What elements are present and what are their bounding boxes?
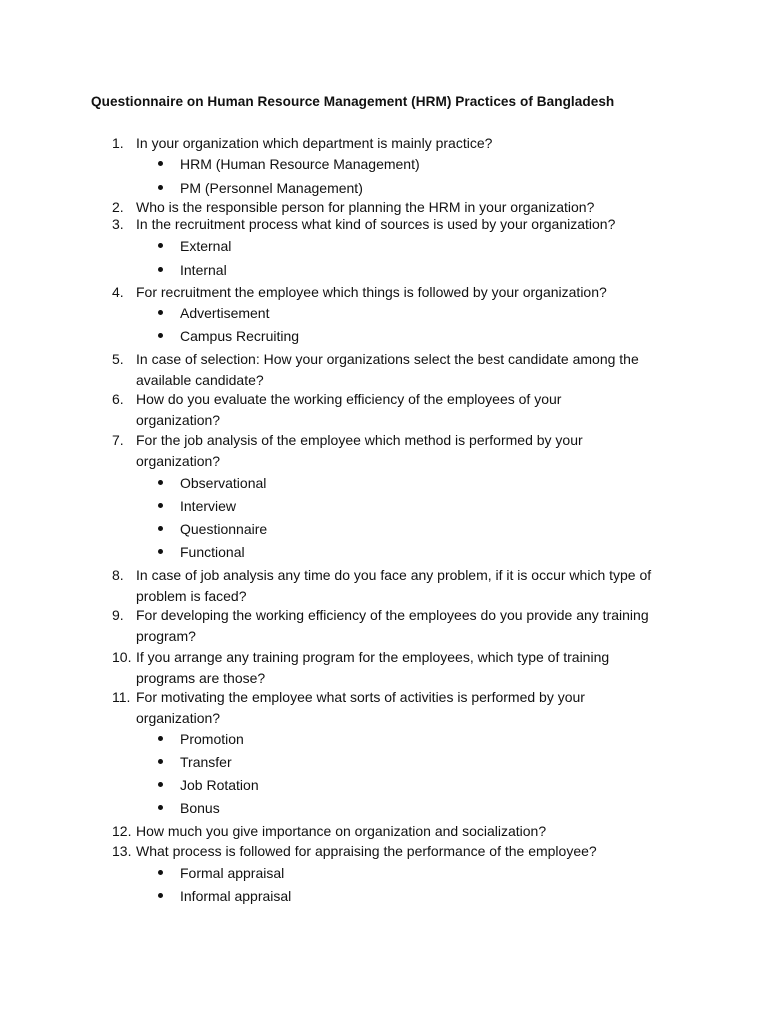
bullet-icon <box>158 893 163 898</box>
question-text: In case of selection: How your organizations select the best candidate among the available candidate? <box>136 351 639 388</box>
option-text: Campus Recruiting <box>180 328 300 344</box>
question-number: 7. <box>112 432 124 448</box>
option-text: Questionnaire <box>180 521 268 537</box>
bullet-icon <box>158 759 163 764</box>
question-number: 10. <box>112 649 132 665</box>
bullet-icon <box>158 333 163 338</box>
question-number: 13. <box>112 843 132 859</box>
bullet-icon <box>158 185 163 190</box>
question-text: In case of job analysis any time do you face any problem, if it is occur which type of problem is faced? <box>136 567 652 604</box>
question-number: 11. <box>112 689 131 705</box>
bullet-icon <box>158 805 163 810</box>
option-text: Advertisement <box>180 305 270 321</box>
question-text: How much you give importance on organization and socialization? <box>136 823 547 839</box>
option-text: HRM (Human Resource Management) <box>180 156 420 172</box>
document-title: Questionnaire on Human Resource Management (HRM) Practices of Bangladesh <box>91 94 615 109</box>
option-text: Functional <box>180 544 245 560</box>
option-text: Internal <box>180 262 227 278</box>
question-number: 6. <box>112 391 124 407</box>
question-text: Who is the responsible person for planning the HRM in your organization? <box>136 199 595 215</box>
bullet-icon <box>158 243 163 248</box>
bullet-icon <box>158 736 163 741</box>
bullet-icon <box>158 310 163 315</box>
question-number: 3. <box>112 216 124 232</box>
option-text: PM (Personnel Management) <box>180 180 363 196</box>
bullet-icon <box>158 161 163 166</box>
question-number: 4. <box>112 284 124 300</box>
option-text: Formal appraisal <box>180 865 285 881</box>
question-text: For recruitment the employee which things is followed by your organization? <box>136 284 607 300</box>
bullet-icon <box>158 503 163 508</box>
bullet-icon <box>158 267 163 272</box>
question-text: For the job analysis of the employee which method is performed by your organization? <box>136 432 583 469</box>
question-number: 1. <box>112 135 124 151</box>
option-text: Transfer <box>180 754 232 770</box>
bullet-icon <box>158 870 163 875</box>
option-text: Interview <box>180 498 237 514</box>
question-text: If you arrange any training program for the employees, which type of training programs are those? <box>136 649 610 686</box>
option-text: Informal appraisal <box>180 888 292 904</box>
option-text: Observational <box>180 475 267 491</box>
option-text: External <box>180 238 232 254</box>
question-text: What process is followed for appraising the performance of the employee? <box>136 843 597 859</box>
option-text: Bonus <box>180 800 220 816</box>
question-text: How do you evaluate the working efficiency of the employees of your organization? <box>136 391 562 428</box>
question-text: In the recruitment process what kind of sources is used by your organization? <box>136 216 616 232</box>
question-number: 9. <box>112 607 124 623</box>
option-text: Promotion <box>180 731 244 747</box>
bullet-icon <box>158 549 163 554</box>
bullet-icon <box>158 480 163 485</box>
question-text: For developing the working efficiency of the employees do you provide any training program? <box>136 607 649 644</box>
question-number: 5. <box>112 351 124 367</box>
question-number: 12. <box>112 823 132 839</box>
question-text: In your organization which department is mainly practice? <box>136 135 493 151</box>
question-text: For motivating the employee what sorts of activities is performed by your organization? <box>136 689 585 726</box>
bullet-icon <box>158 526 163 531</box>
option-text: Job Rotation <box>180 777 259 793</box>
bullet-icon <box>158 782 163 787</box>
question-number: 2. <box>112 199 124 215</box>
question-number: 8. <box>112 567 124 583</box>
